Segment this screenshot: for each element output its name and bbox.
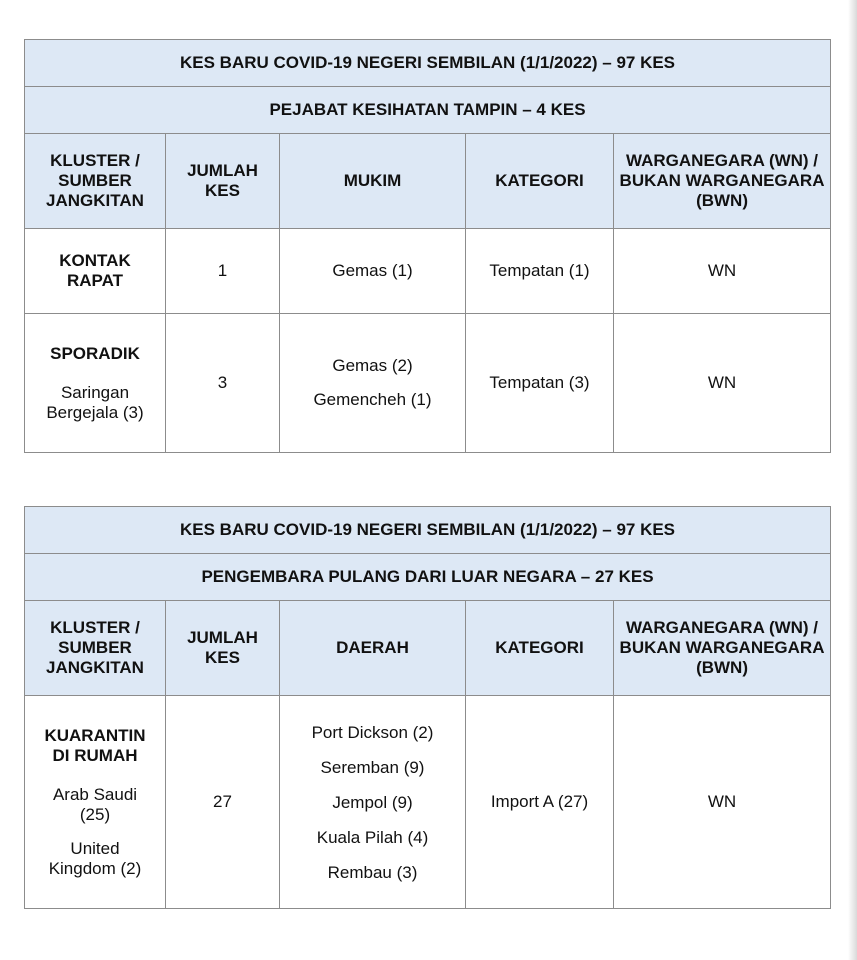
cell-status: WN [614, 696, 831, 909]
cell-kategori: Import A (27) [466, 696, 614, 909]
table-subtitle: PENGEMBARA PULANG DARI LUAR NEGARA – 27 KES [25, 554, 831, 601]
table-title: KES BARU COVID-19 NEGERI SEMBILAN (1/1/2022) – 97 KES [25, 40, 831, 87]
table-subtitle: PEJABAT KESIHATAN TAMPIN – 4 KES [25, 87, 831, 134]
header-jumlah: JUMLAH KES [166, 601, 280, 696]
table-row [25, 696, 831, 909]
cluster-name: KUARANTIN DI RUMAH [44, 725, 146, 765]
mukim-item: Gemas (2) [332, 356, 413, 375]
cell-mukim: Gemas (1) [280, 229, 466, 314]
header-kategori: KATEGORI [466, 134, 614, 229]
header-jumlah: JUMLAH KES [166, 134, 280, 229]
cluster-detail: Arab Saudi (25) [52, 784, 138, 824]
cases-table-tampin [24, 39, 831, 453]
cell-status: WN [614, 314, 831, 453]
cell-cluster [25, 696, 166, 909]
cluster-detail: Saringan Bergejala (3) [46, 382, 144, 422]
cluster-name: SPORADIK [50, 343, 140, 363]
cell-jumlah: 3 [166, 314, 280, 453]
header-kategori: KATEGORI [466, 601, 614, 696]
daerah-item: Jempol (9) [332, 792, 413, 812]
daerah-item: Kuala Pilah (4) [316, 827, 429, 847]
cell-jumlah: 1 [166, 229, 280, 314]
table-row [25, 314, 831, 453]
cases-table-travellers [24, 506, 831, 909]
daerah-item: Seremban (9) [320, 757, 425, 777]
cell-status: WN [614, 229, 831, 314]
table-row [25, 229, 831, 314]
cell-jumlah: 27 [166, 696, 280, 909]
cell-cluster [25, 314, 166, 453]
daerah-item: Rembau (3) [327, 862, 418, 882]
cell-daerah [280, 696, 466, 909]
header-status: WARGANEGARA (WN) / BUKAN WARGANEGARA (BWN) [614, 134, 831, 229]
header-daerah: DAERAH [280, 601, 466, 696]
page-edge-shadow [848, 0, 857, 960]
header-status: WARGANEGARA (WN) / BUKAN WARGANEGARA (BWN) [614, 601, 831, 696]
daerah-item: Port Dickson (2) [311, 722, 434, 742]
mukim-item: Gemencheh (1) [313, 390, 432, 409]
header-cluster: KLUSTER / SUMBER JANGKITAN [25, 134, 166, 229]
cell-cluster: KONTAK RAPAT [25, 229, 166, 314]
cell-kategori: Tempatan (1) [466, 229, 614, 314]
header-cluster: KLUSTER / SUMBER JANGKITAN [25, 601, 166, 696]
header-mukim: MUKIM [280, 134, 466, 229]
cell-kategori: Tempatan (3) [466, 314, 614, 453]
cell-mukim [280, 314, 466, 453]
cluster-detail: United Kingdom (2) [48, 838, 142, 878]
table-title: KES BARU COVID-19 NEGERI SEMBILAN (1/1/2022) – 97 KES [25, 507, 831, 554]
